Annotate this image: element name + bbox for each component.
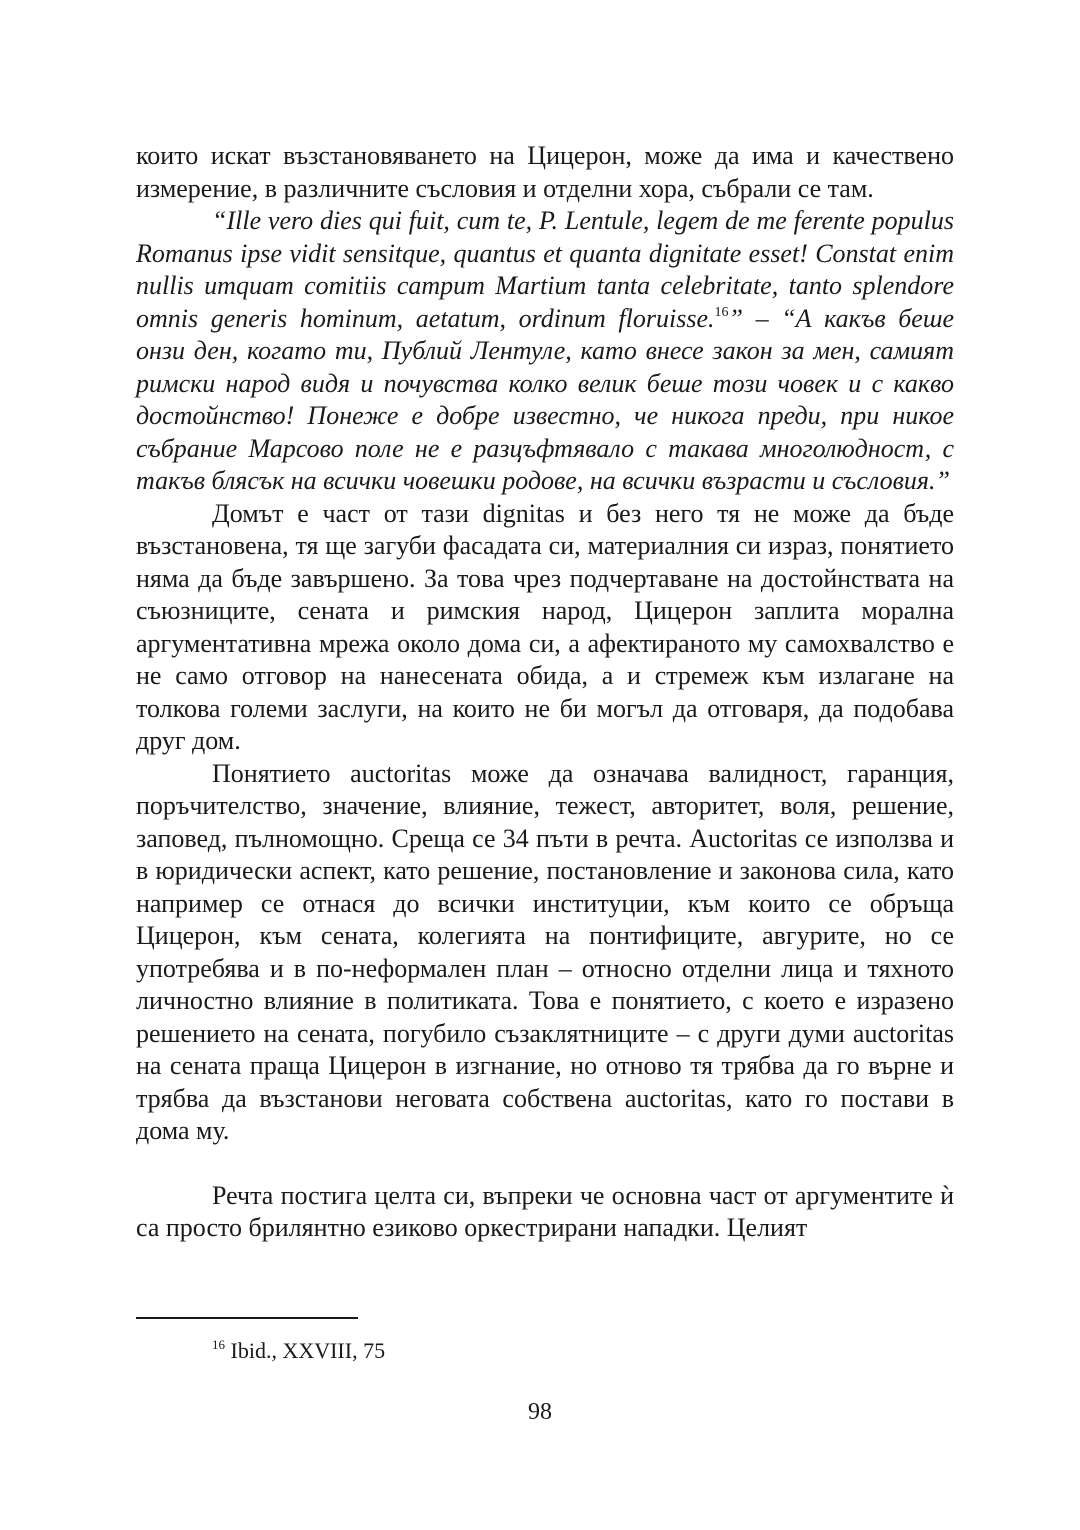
- footnote: [212, 1337, 385, 1365]
- main-text: [136, 140, 954, 1245]
- footnote-text: Ibid., XXVIII, 75: [225, 1338, 386, 1363]
- footnote-reference: 16: [714, 304, 729, 320]
- paragraph-quote: [136, 205, 954, 498]
- latin-quote: “Ille vero dies qui fuit, cum te, P. Lentule, legem de me ferente populus Romanus ipse vidit sensitque, quantus et quanta dignitate esset! Constat enim nullis umquam comitiis campum Martium tanta celebritate, tanto splendore omnis generis hominum, aetatum, ordinum floruisse.: [136, 206, 954, 333]
- footnote-divider: [136, 1317, 358, 1319]
- bulgarian-translation: ” – “А какъв беше онзи ден, когато ти, Публий Лентуле, като внесе закон за мен, самият римски народ видя и почувства колко велик беше този човек и с какво достойнство! Понеже е добре известно, че никога преди, при никое събрание Марсово поле не е разцъфтявало с такава многолюдност, с такъв блясък на всички човешки родове, на всички възрасти и съсловия.”: [136, 303, 955, 495]
- paragraph-auctoritas: Понятието auctoritas може да означава валидност, гаранция, поръчителство, значение, влияние, тежест, авторитет, воля, решение, заповед, пълномощно. Среща се 34 пъти в речта. Auctoritas се използва и в юридически аспект, като решение, постановление и законова сила, като например се отнася до всички институции, към които се обръща Цицерон, към сената, колегията на понтифиците, авгурите, но се употребява и в по-неформален план – относно отделни лица и тяхното личностно влияние в политиката. Това е понятието, с което е изразено решението на сената, погубило съзаклятниците – с други думи auctoritas на сената праща Цицерон в изгнание, но отново тя трябва да го върне и трябва да възстанови неговата собствена auctoritas, като го постави в дома му.: [136, 758, 954, 1145]
- page-body: [136, 140, 954, 1245]
- paragraph-conclusion: Речта постига целта си, въпреки че основна част от аргументите ѝ са просто брилянтно езиково оркестрирани нападки. Целият: [136, 1180, 954, 1242]
- page-number: 98: [528, 1399, 552, 1425]
- footnote-number: 16: [212, 1337, 225, 1352]
- paragraph-dignitas: Домът е част от тази dignitas и без него тя не може да бъде възстановена, тя ще загуби фасадата си, материалния си израз, понятието няма да бъде завършено. За това чрез подчертаване на достойнствата на съюзниците, сената и римския народ, Цицерон заплита морална аргументативна мрежа около дома си, а афектираното му самохвалство е не само отговор на нанесената обида, а и стремеж към излагане на толкова големи заслуги, на които не би могъл да отговаря, да подобава друг дом.: [136, 498, 954, 755]
- paragraph-continuation: които искат възстановяването на Цицерон, може да има и качествено измерение, в различните съсловия и отделни хора, събрали се там.: [136, 141, 954, 203]
